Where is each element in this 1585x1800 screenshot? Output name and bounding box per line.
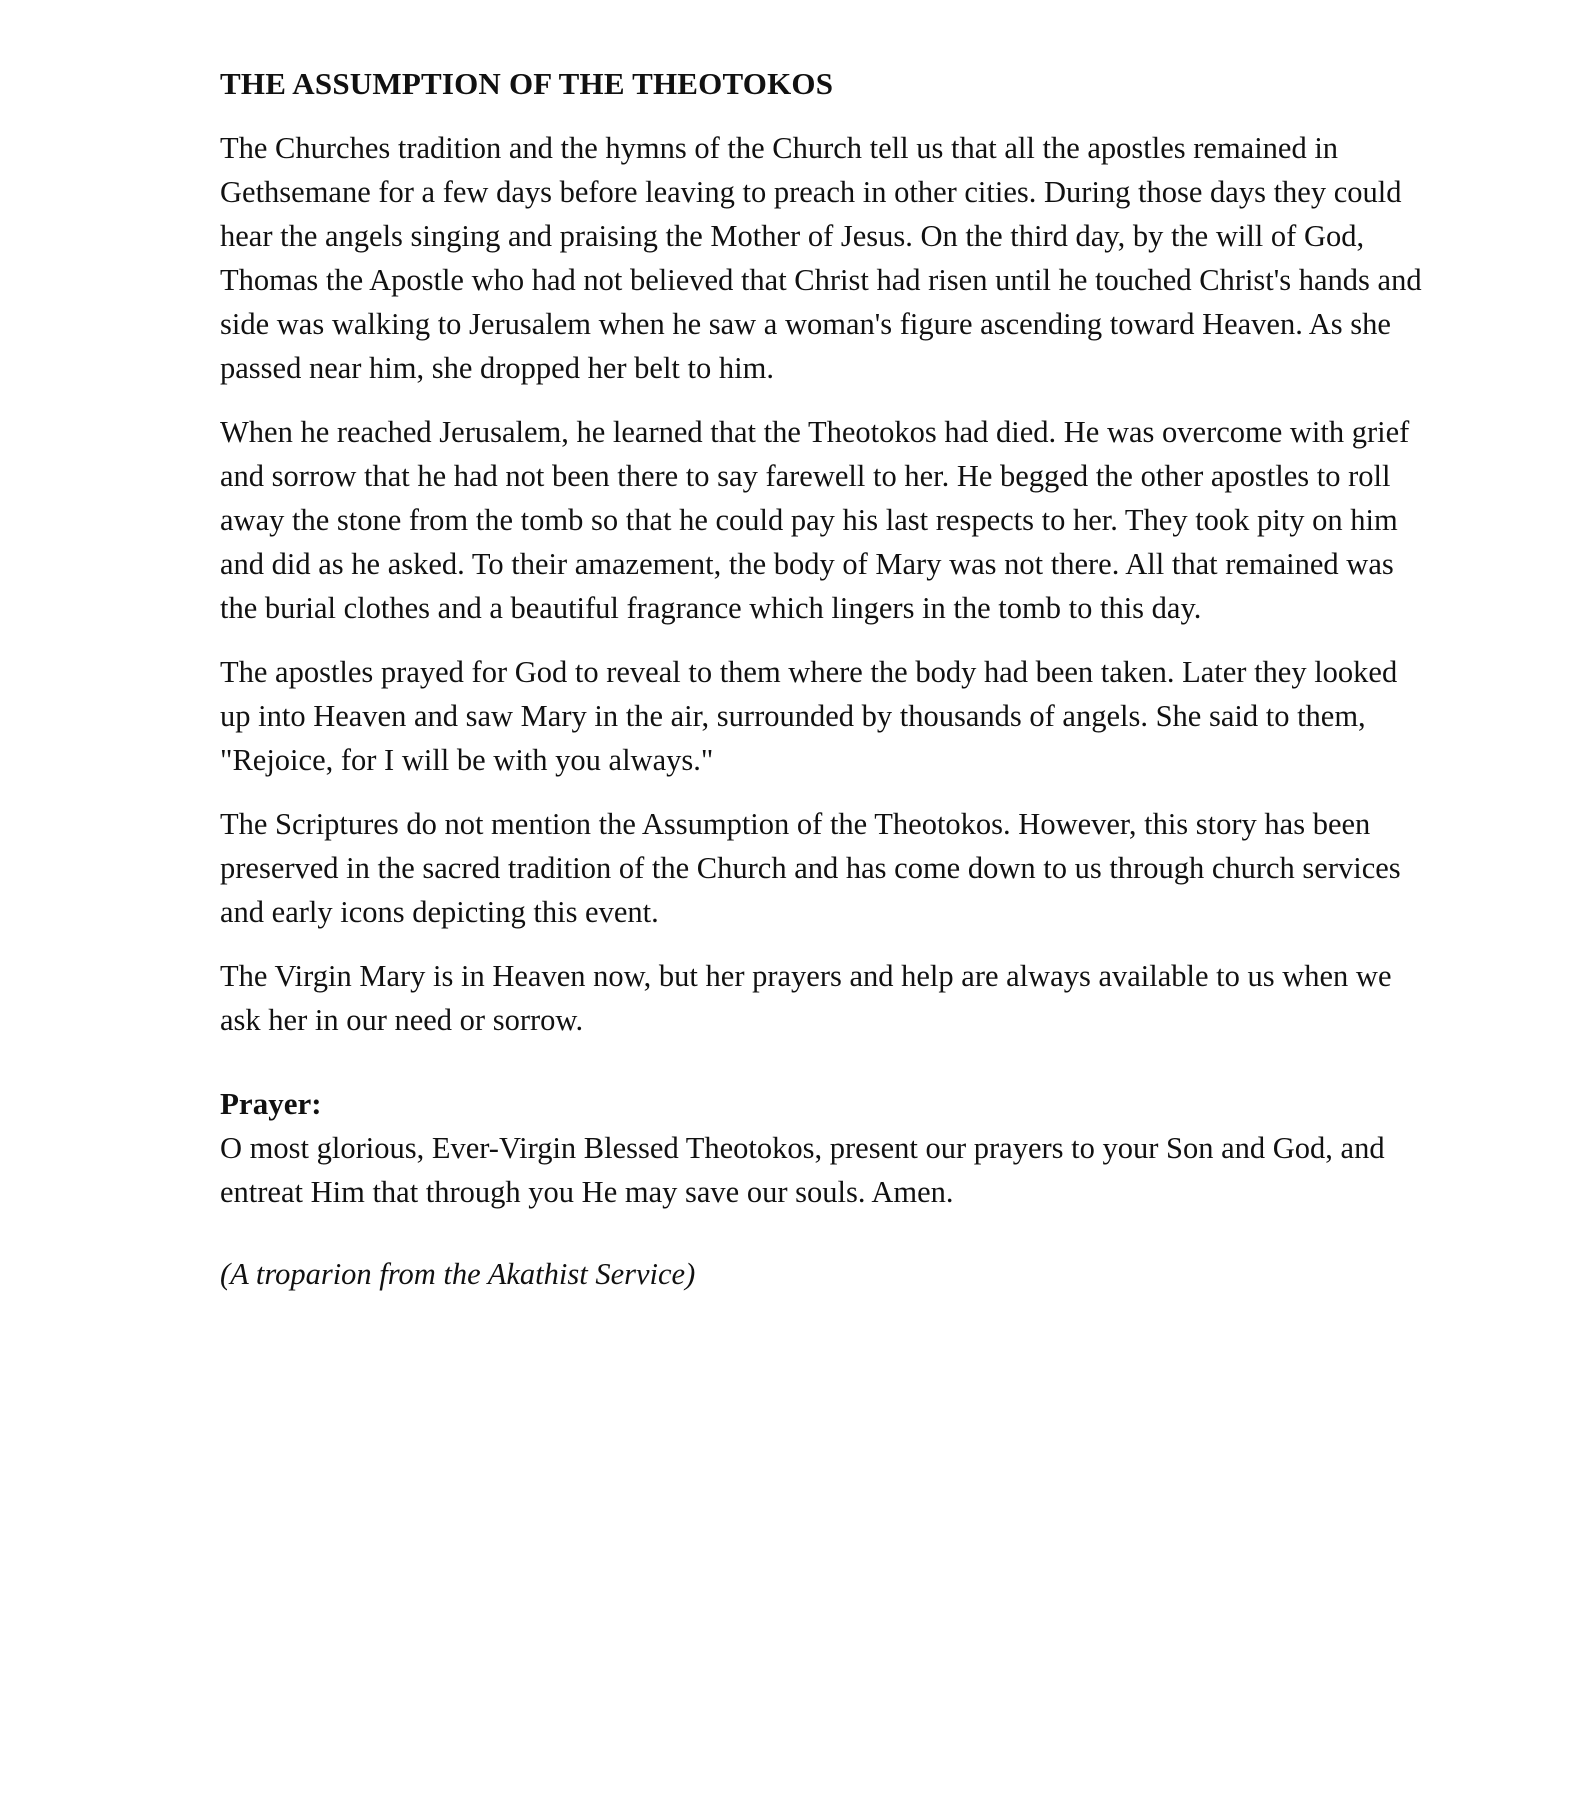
prayer-source: (A troparion from the Akathist Service) bbox=[220, 1257, 696, 1291]
prayer-text: O most glorious, Ever-Virgin Blessed Theotokos, present our prayers to your Son and God, and entreat Him that through you He may save our souls. Amen. bbox=[220, 1131, 1385, 1209]
paragraph-mary-in-heaven: The apostles prayed for God to reveal to them where the body had been taken. Later they looked up into Heaven and saw Mary in the air, surrounded by thousands of angels. She said to them, "Rejoice, for I will be with you always." bbox=[220, 655, 1398, 777]
paragraph-apostles-gethsemane: The Churches tradition and the hymns of the Church tell us that all the apostles remained in Gethsemane for a few days before leaving to preach in other cities. During those days they could hear the angels singing and praising the Mother of Jesus. On the third day, by the will of God, Thomas the Apostle who had not believed that Christ had risen until he touched Christ's hands and side was walking to Jerusalem when he saw a woman's figure ascending toward Heaven. As she passed near him, she dropped her belt to him. bbox=[220, 131, 1422, 385]
prayer-section bbox=[220, 1082, 1430, 1214]
paragraph-sacred-tradition: The Scriptures do not mention the Assumption of the Theotokos. However, this story has been preserved in the sacred tradition of the Church and has come down to us through church services and early icons depicting this event. bbox=[220, 807, 1401, 929]
paragraph-virgin-mary-help: The Virgin Mary is in Heaven now, but her prayers and help are always available to us when we ask her in our need or sorrow. bbox=[220, 959, 1392, 1037]
document-page bbox=[220, 62, 1430, 1296]
paragraph-empty-tomb: When he reached Jerusalem, he learned that the Theotokos had died. He was overcome with grief and sorrow that he had not been there to say farewell to her. He begged the other apostles to roll away the stone from the tomb so that he could pay his last respects to her. They took pity on him and did as he asked. To their amazement, the body of Mary was not there. All that remained was the burial clothes and a beautiful fragrance which lingers in the tomb to this day. bbox=[220, 415, 1410, 625]
prayer-heading: Prayer: bbox=[220, 1086, 322, 1121]
document-title: THE ASSUMPTION OF THE THEOTOKOS bbox=[220, 66, 834, 101]
